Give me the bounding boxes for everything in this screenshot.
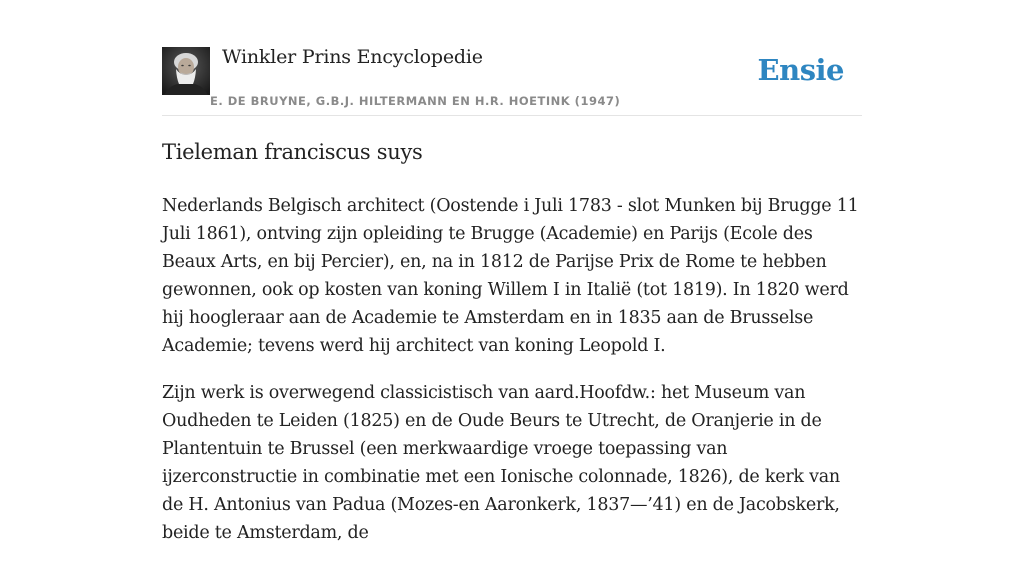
article-body [162,192,862,566]
avatar [162,47,210,95]
authors-credit: E. DE BRUYNE, G.B.J. HILTERMANN EN H.R. HOETINK (1947) [210,94,621,108]
bearded-man-portrait-icon [162,47,210,95]
encyclopedia-header [162,44,862,116]
article-paragraph: Zijn werk is overwegend classicistisch van aard.Hoofdw.: het Museum van Oudheden te Leiden (1825) en de Oude Beurs te Utrecht, de Oranjerie in de Plantentuin te Brussel (een merkwaardige vroege toepassing van ijzerconstructie in combinatie met een Ionische colonnade, 1826), de kerk van de H. Antonius van Padua (Mozes-en Aaronkerk, 1837—’41) en de Jacobskerk, beide te Amsterdam, de [162,383,840,543]
article-title: Tieleman franciscus suys [162,140,423,164]
site-title: Winkler Prins Encyclopedie [222,46,483,68]
article-paragraph: Nederlands Belgisch architect (Oostende i Juli 1783 - slot Munken bij Brugge 11 Juli 1861), ontving zijn opleiding te Brugge (Academie) en Parijs (Ecole des Beaux Arts, en bij Percier), en, na in 1812 de Parijse Prix de Rome te hebben gewonnen, ook op kosten van koning Willem I in Italië (tot 1819). In 1820 werd hij hoogleraar aan de Academie te Amsterdam en in 1835 aan de Brusselse Academie; tevens werd hij architect van koning Leopold I. [162,196,859,356]
ensie-logo-link[interactable]: Ensie [757,53,844,87]
